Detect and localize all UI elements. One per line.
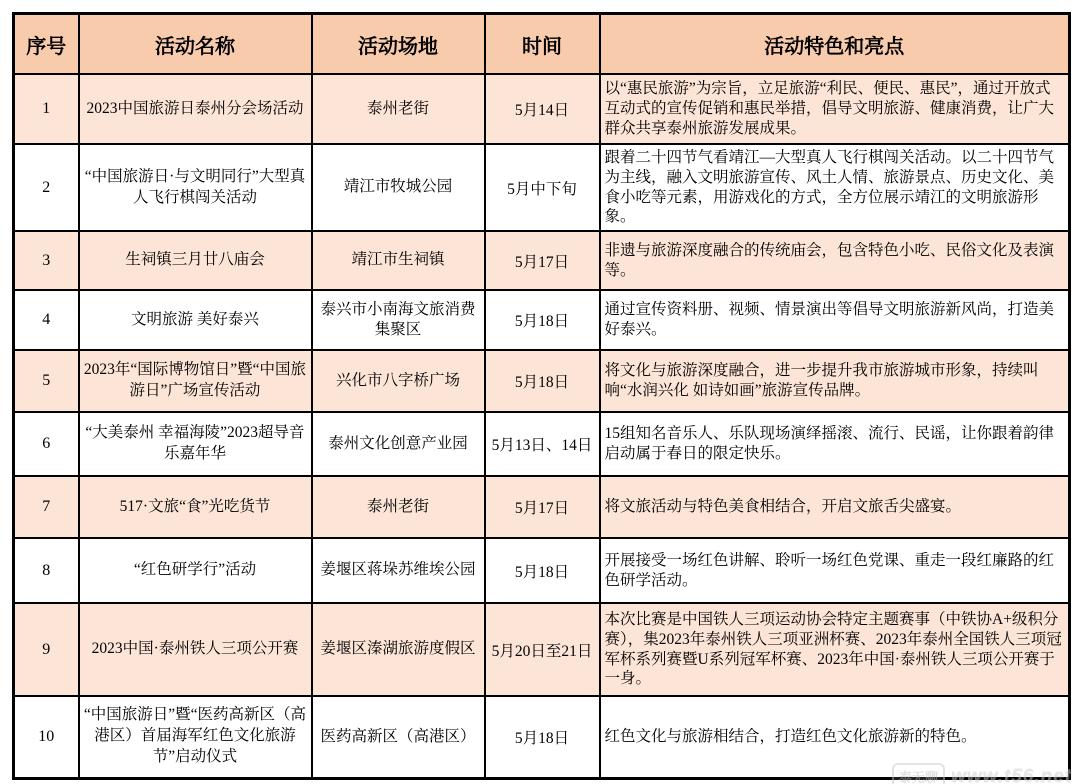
row-2-no: 2 [14,144,79,231]
row-4-time: 5月18日 [485,290,600,350]
row-9-no: 9 [14,603,79,696]
row-3-no: 3 [14,231,79,290]
row-7-name: 517·文旅“食”光吃货节 [79,476,312,538]
table-row [14,412,1070,476]
row-1-no: 1 [14,74,79,144]
row-4-no: 4 [14,290,79,350]
row-7-venue: 泰州老街 [312,476,485,538]
table-body [14,74,1070,778]
table-row [14,144,1070,231]
row-10-time: 5月18日 [485,696,600,778]
row-1-time: 5月14日 [485,74,600,144]
row-1-name: 2023中国旅游日泰州分会场活动 [79,74,312,144]
activity-schedule-table [12,12,1071,780]
row-5-venue: 兴化市八字桥广场 [312,350,485,412]
row-8-venue: 姜堰区蒋垛苏维埃公园 [312,538,485,603]
table-row [14,696,1070,778]
row-10-no: 10 [14,696,79,778]
row-6-name: “大美泰州 幸福海陵”2023超导音乐嘉年华 [79,412,312,476]
row-9-venue: 姜堰区溱湖旅游度假区 [312,603,485,696]
header-venue: 活动场地 [312,14,485,75]
table-row [14,350,1070,412]
row-6-venue: 泰州文化创意产业园 [312,412,485,476]
row-9-feature: 本次比赛是中国铁人三项运动协会特定主题赛事（中铁协A+级积分赛），集2023年泰州铁人三项亚洲杯赛、2023年泰州全国铁人三项冠军杯系列赛暨U系列冠军杯赛、2023年中国·泰州铁人三项公开赛于一身。 [600,603,1070,696]
row-7-time: 5月17日 [485,476,600,538]
row-1-venue: 泰州老街 [312,74,485,144]
page [0,12,1080,784]
table-row [14,74,1070,144]
row-2-venue: 靖江市牧城公园 [312,144,485,231]
row-5-time: 5月18日 [485,350,600,412]
table-header-row [14,14,1070,75]
table-row [14,476,1070,538]
row-5-no: 5 [14,350,79,412]
header-activity-name: 活动名称 [79,14,312,75]
watermark-logo: 泰无聊 [892,763,945,784]
row-4-name: 文明旅游 美好泰兴 [79,290,312,350]
header-time: 时间 [485,14,600,75]
row-3-feature: 非遗与旅游深度融合的传统庙会，包含特色小吃、民俗文化及表演等。 [600,231,1070,290]
header-features: 活动特色和亮点 [600,14,1070,75]
row-8-feature: 开展接受一场红色讲解、聆听一场红色党课、重走一段红廉路的红色研学活动。 [600,538,1070,603]
row-7-feature: 将文旅活动与特色美食相结合，开启文旅舌尖盛宴。 [600,476,1070,538]
row-9-time: 5月20日至21日 [485,603,600,696]
row-3-time: 5月17日 [485,231,600,290]
row-6-no: 6 [14,412,79,476]
header-no: 序号 [14,14,79,75]
row-5-name: 2023年“国际博物馆日”暨“中国旅游日”广场宣传活动 [79,350,312,412]
row-9-name: 2023中国·泰州铁人三项公开赛 [79,603,312,696]
row-2-name: “中国旅游日·与文明同行”大型真人飞行棋闯关活动 [79,144,312,231]
watermark-site-url: www.t56.net [950,765,1072,784]
table-row [14,290,1070,350]
row-3-venue: 靖江市生祠镇 [312,231,485,290]
row-10-feature: 红色文化与旅游相结合，打造红色文化旅游新的特色。 [600,696,1070,778]
row-1-feature: 以“惠民旅游”为宗旨，立足旅游“利民、便民、惠民”，通过开放式互动式的宣传促销和惠民举措，倡导文明旅游、健康消费，让广大群众共享泰州旅游发展成果。 [600,74,1070,144]
row-10-name: “中国旅游日”暨“医药高新区（高港区）首届海军红色文化旅游节”启动仪式 [79,696,312,778]
row-8-time: 5月18日 [485,538,600,603]
row-2-feature: 跟着二十四节气看靖江—大型真人飞行棋闯关活动。以二十四节气为主线，融入文明旅游宣传、风土人情、旅游景点、历史文化、美食小吃等元素，用游戏化的方式，全方位展示靖江的文明旅游形象。 [600,144,1070,231]
table-row [14,538,1070,603]
row-4-feature: 通过宣传资料册、视频、情景演出等倡导文明旅游新风尚，打造美好泰兴。 [600,290,1070,350]
row-8-no: 8 [14,538,79,603]
table-row [14,231,1070,290]
row-7-no: 7 [14,476,79,538]
row-5-feature: 将文化与旅游深度融合，进一步提升我市旅游城市形象，持续叫响“水润兴化 如诗如画”旅游宣传品牌。 [600,350,1070,412]
row-6-feature: 15组知名音乐人、乐队现场演绎摇滚、流行、民谣，让你跟着韵律启动属于春日的限定快乐。 [600,412,1070,476]
row-10-venue: 医药高新区（高港区） [312,696,485,778]
table-row [14,603,1070,696]
row-2-time: 5月中下旬 [485,144,600,231]
row-3-name: 生祠镇三月廿八庙会 [79,231,312,290]
row-6-time: 5月13日、14日 [485,412,600,476]
row-8-name: “红色研学行”活动 [79,538,312,603]
row-4-venue: 泰兴市小南海文旅消费集聚区 [312,290,485,350]
